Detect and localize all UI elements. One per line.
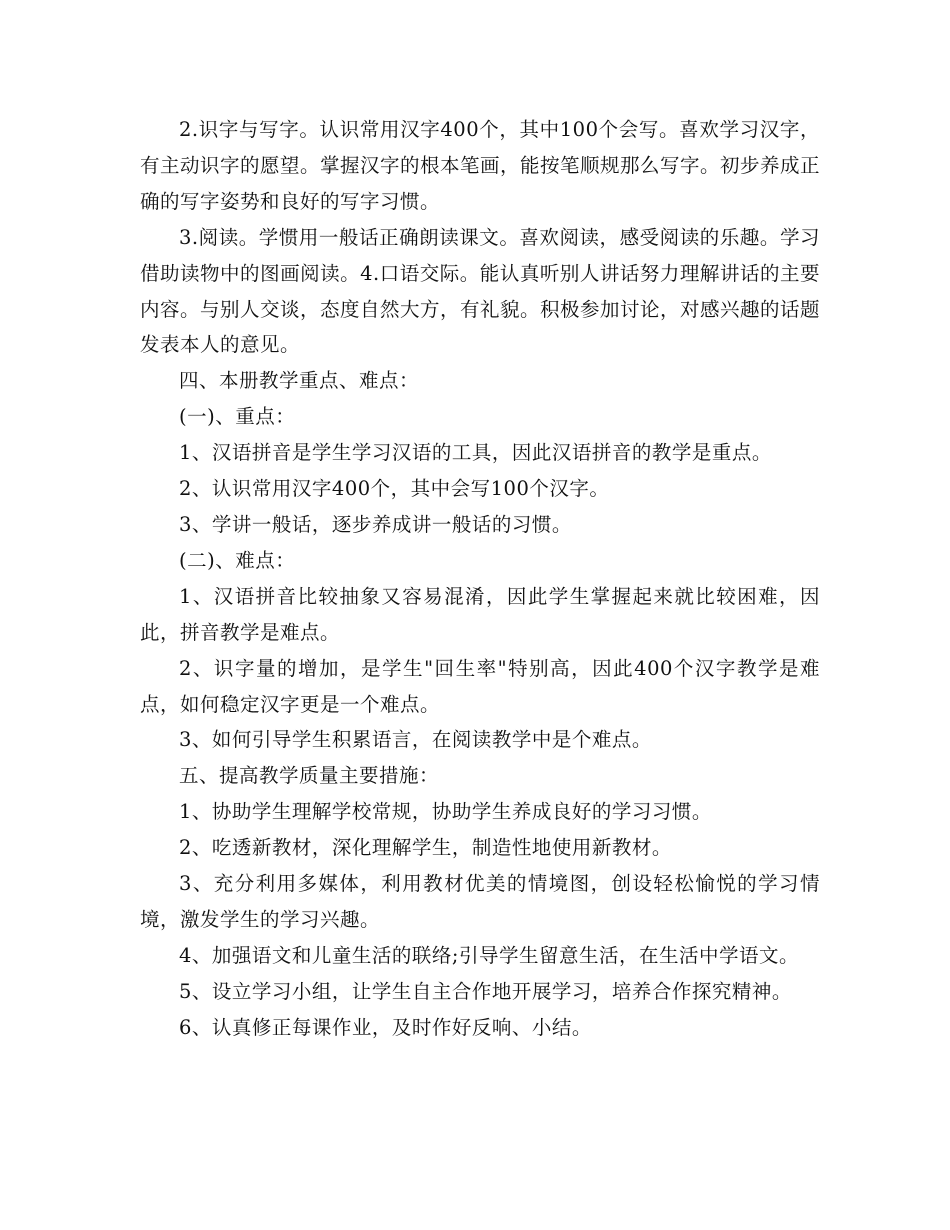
key-point-1: 1、汉语拼音是学生学习汉语的工具，因此汉语拼音的教学是重点。 (179, 441, 772, 465)
key-point-3: 3、学讲一般话，逐步养成讲一般话的习惯。 (179, 512, 572, 536)
measure-1: 1、协助学生理解学校常规，协助学生养成良好的学习习惯。 (179, 800, 712, 824)
measure-2: 2、吃透新教材，深化理解学生，制造性地使用新教材。 (179, 836, 672, 860)
subheading-key-points: (一)、重点： (179, 405, 296, 429)
difficulty-2: 2、识字量的增加，是学生"回生率"特别高，因此400个汉字教学是难点，如何稳定汉字更是一个难点。 (140, 656, 820, 716)
measure-4: 4、加强语文和儿童生活的联络;引导学生留意生活，在生活中学语文。 (179, 943, 799, 967)
paragraph-reading: 3.阅读。学惯用一般话正确朗读课文。喜欢阅读，感受阅读的乐趣。学习借助读物中的图画阅读。4.口语交际。能认真听别人讲话努力理解讲话的主要内容。与别人交谈，态度自然大方，有礼貌。积极参加讨论，对感兴趣的话题发表本人的意见。 (140, 225, 821, 357)
measure-6: 6、认真修正每课作业，及时作好反响、小结。 (179, 1015, 592, 1039)
heading-measures: 五、提高教学质量主要措施： (179, 764, 440, 788)
difficulty-1: 1、汉语拼音比较抽象又容易混淆，因此学生掌握起来就比较困难，因此，拼音教学是难点。 (140, 584, 820, 644)
subheading-difficulties: (二)、难点： (179, 548, 296, 572)
measure-3: 3、充分利用多媒体，利用教材优美的情境图，创设轻松愉悦的学习情境，激发学生的学习兴趣。 (140, 872, 820, 931)
document-body (140, 112, 820, 1046)
heading-key-points-difficulties: 四、本册教学重点、难点： (179, 369, 420, 393)
measure-5: 5、设立学习小组，让学生自主合作地开展学习，培养合作探究精神。 (179, 979, 792, 1003)
paragraph-literacy-writing: 2.识字与写字。认识常用汉字400个，其中100个会写。喜欢学习汉字，有主动识字的愿望。掌握汉字的根本笔画，能按笔顺规那么写字。初步养成正确的写字姿势和良好的写字习惯。 (140, 118, 821, 213)
key-point-2: 2、认识常用汉字400个，其中会写100个汉字。 (179, 477, 610, 501)
difficulty-3: 3、如何引导学生积累语言，在阅读教学中是个难点。 (179, 728, 652, 752)
